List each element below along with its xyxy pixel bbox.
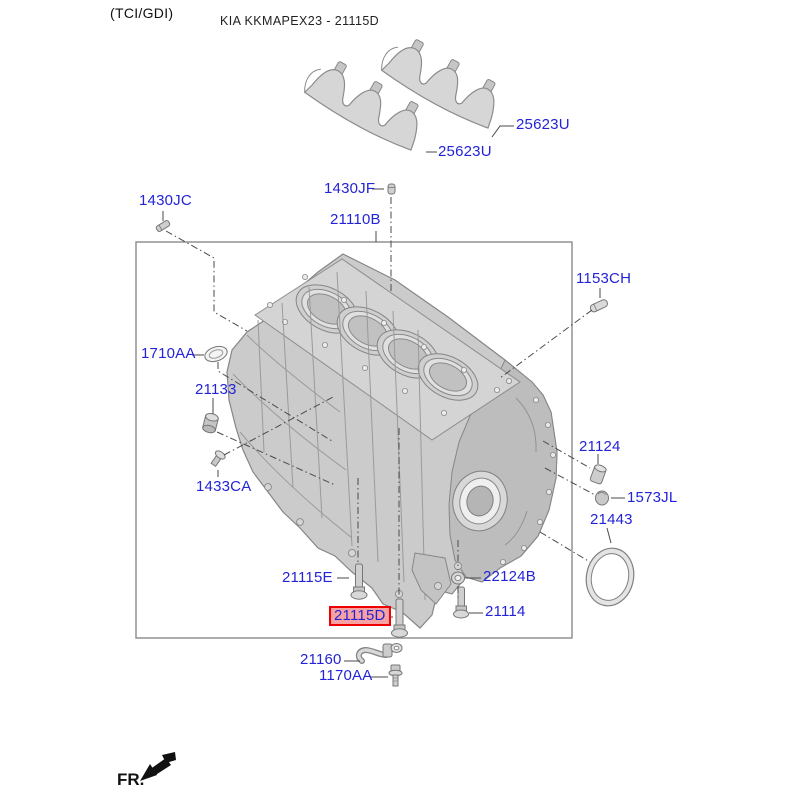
part-label-21115d-highlighted[interactable]: 21115D [329,606,391,626]
bolt-1430jf[interactable] [388,184,395,194]
part-label-1710aa[interactable]: 1710AA [141,345,196,362]
nut-22124b[interactable] [452,572,465,584]
bolt-21114[interactable] [454,587,469,618]
dowel-21124[interactable] [590,464,607,485]
part-label-21110b[interactable]: 21110B [330,211,381,228]
plug-21133[interactable] [202,412,219,434]
bolt-1430jc[interactable] [155,220,170,233]
part-label-1170aa[interactable]: 1170AA [319,667,373,684]
part-label-21133[interactable]: 21133 [195,381,237,398]
oil-jet-21160[interactable] [359,644,402,662]
fr-direction-arrow [140,752,176,781]
part-label-21160[interactable]: 21160 [300,651,342,668]
page-title: KIA KKMAPEX23 - 21115D [220,14,380,28]
part-label-1573jl[interactable]: 1573JL [627,489,678,506]
part-label-25623u[interactable]: 25623U [438,143,492,160]
part-label-1433ca[interactable]: 1433CA [196,478,252,495]
plug-1710aa[interactable] [203,344,229,364]
part-label-21124[interactable]: 21124 [579,438,621,455]
part-label-21443[interactable]: 21443 [590,511,633,528]
part-label-1430jc[interactable]: 1430JC [139,192,192,209]
part-label-1430jf[interactable]: 1430JF [324,180,376,197]
fr-label: FR. [117,770,145,789]
part-label-21114[interactable]: 21114 [485,603,526,620]
engine-variant-label: (TCI/GDI) [110,5,174,21]
part-label-25623u[interactable]: 25623U [516,116,570,133]
plug-1573jl[interactable] [596,491,609,505]
part-label-1153ch[interactable]: 1153CH [576,270,632,287]
bolt-1433ca[interactable] [209,449,227,468]
seal-ring-21443[interactable] [581,544,639,611]
part-label-22124b[interactable]: 22124B [483,568,536,585]
part-label-21115e[interactable]: 21115E [282,569,333,586]
dowel-pin-1153ch[interactable] [589,299,608,313]
bolt-1170aa[interactable] [389,665,402,686]
